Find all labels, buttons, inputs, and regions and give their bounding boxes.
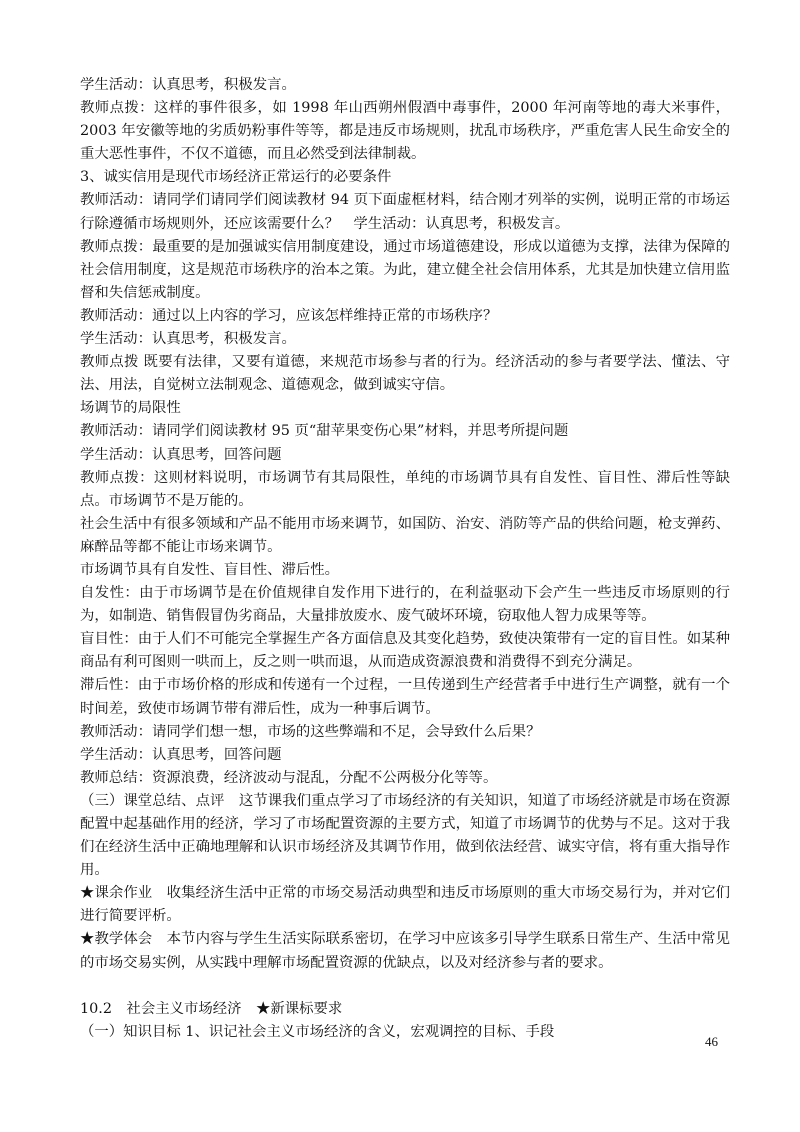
paragraph: 学生活动：认真思考，回答问题 [80,746,282,763]
paragraph: 自发性：由于市场调节是在价值规律自发作用下进行的，在利益驱动下会产生一些违反市场原则的行为，如制造、销售假冒伪劣商品，大量排放废水、废气破坏环境，窃取他人智力成果等等。 [80,585,730,625]
paragraph: 教师点拨：最重要的是加强诚实信用制度建设，通过市场道德建设，形成以道德为支撑，法律为保障的社会信用制度，这是规范市场秩序的治本之策。为此，建立健全社会信用体系，尤其是加快建立信用监督和失信惩戒制度。 [80,238,730,301]
paragraph: 社会生活中有很多领域和产品不能用市场来调节，如国防、治安、消防等产品的供给问题，枪支弹药、麻醉品等都不能让市场来调节。 [80,515,730,555]
paragraph: 教师活动：请同学们想一想，市场的这些弊端和不足，会导致什么后果？ [80,723,541,740]
paragraph: 滞后性：由于市场价格的形成和传递有一个过程，一旦传递到生产经营者手中进行生产调整，就有一个时间差，致使市场调节带有滞后性，成为一种事后调节。 [80,677,730,717]
section-objective: （一）知识目标 1、识记社会主义市场经济的含义，宏观调控的目标、手段 [80,1023,555,1040]
paragraph: 教师点拨 既要有法律，又要有道德，来规范市场参与者的行为。经济活动的参与者要学法、懂法、守法、用法，自觉树立法制观念、道德观念，做到诚实守信。 [80,354,730,394]
paragraph: 教师点拨：这样的事件很多，如 1998 年山西朔州假酒中毒事件，2000 年河南等地的毒大米事件，2003 年安徽等地的劣质奶粉事件等等，都是违反市场规则，扰乱市场秩序，严重危害人民生命安全的重大恶性事件，不仅不道德，而且必然受到法律制裁。 [80,100,730,163]
paragraph: 学生活动：认真思考，回答问题 [80,446,282,463]
paragraph: ★教学体会 本节内容与学生生活实际联系密切，在学习中应该多引导学生联系日常生产、生活中常见的市场交易实例，从实践中理解市场配置资源的优缺点，以及对经济参与者的要求。 [80,931,730,971]
paragraph: ★课余作业 收集经济生活中正常的市场交易活动典型和违反市场原则的重大市场交易行为，并对它们进行简要评析。 [80,885,730,925]
paragraph: 市场调节具有自发性、盲目性、滞后性。 [80,561,340,578]
paragraph: 教师点拨：这则材料说明，市场调节有其局限性，单纯的市场调节具有自发性、盲目性、滞后性等缺点。市场调节不是万能的。 [80,469,730,509]
paragraph: 学生活动：认真思考，积极发言。 [80,77,296,93]
paragraph: 3、诚实信用是现代市场经济正常运行的必要条件 [80,169,392,186]
section-heading: 10.2 社会主义市场经济 ★新课标要求 [80,1000,343,1017]
page-number: 46 [705,1034,718,1049]
paragraph: 教师活动：请同学们阅读教材 95 页“甜苹果变伤心果”材料，并思考所提问题 [80,423,569,440]
paragraph: （三）课堂总结、点评 这节课我们重点学习了市场经济的有关知识，知道了市场经济就是市场在资源配置中起基础作用的经济，学习了市场配置资源的主要方式，知道了市场调节的优势与不足。这对于我们在经济生活中正确地理解和认识市场经济及其调节作用，做到依法经营、诚实守信，将有重大指导作用。 [80,792,730,879]
paragraph: 教师活动：通过以上内容的学习，应该怎样维持正常的市场秩序？ [80,307,498,324]
document-body [80,74,730,1044]
paragraph: 教师活动：请同学们请同学们阅读教材 94 页下面虚框材料，结合刚才列举的实例，说明正常的市场运行除遵循市场规则外，还应该需要什么？ 学生活动：认真思考，积极发言。 [80,192,730,232]
paragraph: 盲目性：由于人们不可能完全掌握生产各方面信息及其变化趋势，致使决策带有一定的盲目性。如某种商品有利可图则一哄而上，反之则一哄而退，从而造成资源浪费和消费得不到充分满足。 [80,631,730,671]
blank-line [80,975,730,998]
paragraph: 教师总结：资源浪费，经济波动与混乱，分配不公两极分化等等。 [80,769,498,786]
paragraph: 场调节的局限性 [80,400,181,417]
paragraph: 学生活动：认真思考，积极发言。 [80,331,296,348]
